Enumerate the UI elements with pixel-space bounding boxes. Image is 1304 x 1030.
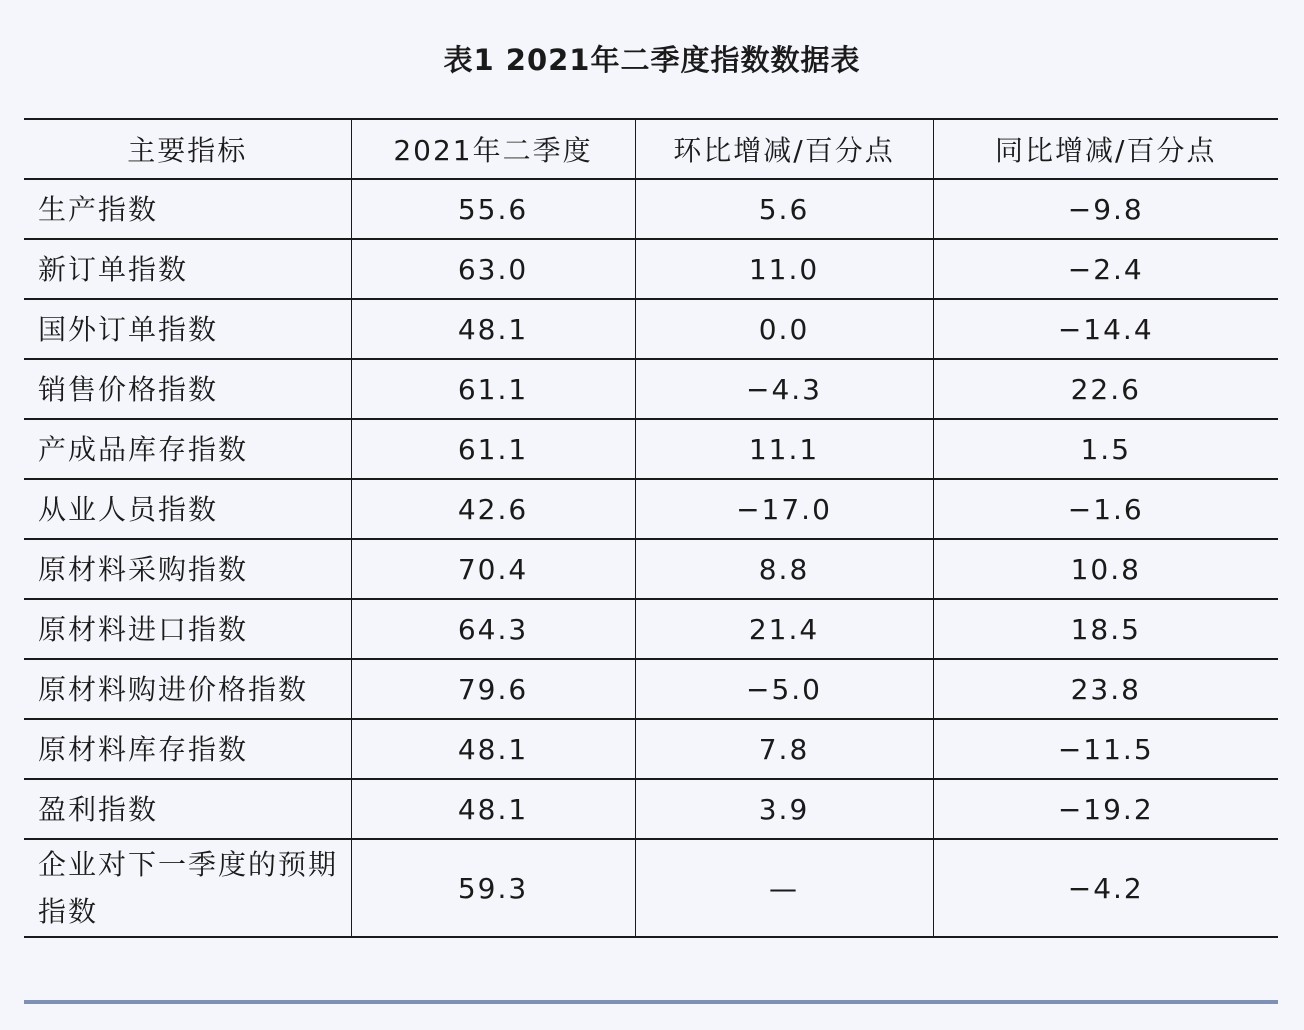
table-row <box>24 179 1278 239</box>
table-row <box>24 599 1278 659</box>
yoy-value: 1.5 <box>933 419 1278 479</box>
yoy-value: −2.4 <box>933 239 1278 299</box>
table-row <box>24 419 1278 479</box>
q2-value: 48.1 <box>351 779 635 839</box>
indicator-name: 原材料库存指数 <box>24 719 351 779</box>
yoy-value: −4.2 <box>933 839 1278 937</box>
q2-value: 55.6 <box>351 179 635 239</box>
yoy-value: −9.8 <box>933 179 1278 239</box>
qoq-value: −17.0 <box>635 479 933 539</box>
q2-value: 48.1 <box>351 299 635 359</box>
table-row <box>24 359 1278 419</box>
q2-value: 64.3 <box>351 599 635 659</box>
yoy-value: −19.2 <box>933 779 1278 839</box>
table-row <box>24 779 1278 839</box>
table-header-row <box>24 119 1278 179</box>
yoy-value: 18.5 <box>933 599 1278 659</box>
indicator-name: 产成品库存指数 <box>24 419 351 479</box>
indicator-name: 生产指数 <box>24 179 351 239</box>
table-row <box>24 479 1278 539</box>
qoq-value: −5.0 <box>635 659 933 719</box>
qoq-value: 3.9 <box>635 779 933 839</box>
header-qoq-change: 环比增减/百分点 <box>635 119 933 179</box>
footer-divider <box>24 1000 1278 1004</box>
qoq-value: — <box>635 839 933 937</box>
qoq-value: 11.1 <box>635 419 933 479</box>
yoy-value: 22.6 <box>933 359 1278 419</box>
yoy-value: −14.4 <box>933 299 1278 359</box>
index-data-table <box>24 118 1278 938</box>
indicator-name: 原材料采购指数 <box>24 539 351 599</box>
qoq-value: 7.8 <box>635 719 933 779</box>
q2-value: 61.1 <box>351 359 635 419</box>
indicator-name: 企业对下一季度的预期指数 <box>24 839 351 937</box>
table-row <box>24 299 1278 359</box>
yoy-value: −11.5 <box>933 719 1278 779</box>
header-yoy-change: 同比增减/百分点 <box>933 119 1278 179</box>
indicator-name: 盈利指数 <box>24 779 351 839</box>
indicator-name: 从业人员指数 <box>24 479 351 539</box>
q2-value: 61.1 <box>351 419 635 479</box>
qoq-value: 21.4 <box>635 599 933 659</box>
q2-value: 70.4 <box>351 539 635 599</box>
header-2021-q2: 2021年二季度 <box>351 119 635 179</box>
table-row <box>24 239 1278 299</box>
table-title: 表1 2021年二季度指数数据表 <box>443 43 861 77</box>
yoy-value: 10.8 <box>933 539 1278 599</box>
yoy-value: −1.6 <box>933 479 1278 539</box>
table-row <box>24 719 1278 779</box>
q2-value: 63.0 <box>351 239 635 299</box>
indicator-name: 销售价格指数 <box>24 359 351 419</box>
indicator-name: 国外订单指数 <box>24 299 351 359</box>
qoq-value: 0.0 <box>635 299 933 359</box>
indicator-name: 新订单指数 <box>24 239 351 299</box>
q2-value: 42.6 <box>351 479 635 539</box>
table-row <box>24 659 1278 719</box>
qoq-value: 8.8 <box>635 539 933 599</box>
q2-value: 79.6 <box>351 659 635 719</box>
table-row <box>24 539 1278 599</box>
header-indicator: 主要指标 <box>24 119 351 179</box>
q2-value: 59.3 <box>351 839 635 937</box>
qoq-value: 5.6 <box>635 179 933 239</box>
table-row <box>24 839 1278 937</box>
indicator-name: 原材料进口指数 <box>24 599 351 659</box>
qoq-value: 11.0 <box>635 239 933 299</box>
indicator-name: 原材料购进价格指数 <box>24 659 351 719</box>
yoy-value: 23.8 <box>933 659 1278 719</box>
qoq-value: −4.3 <box>635 359 933 419</box>
q2-value: 48.1 <box>351 719 635 779</box>
